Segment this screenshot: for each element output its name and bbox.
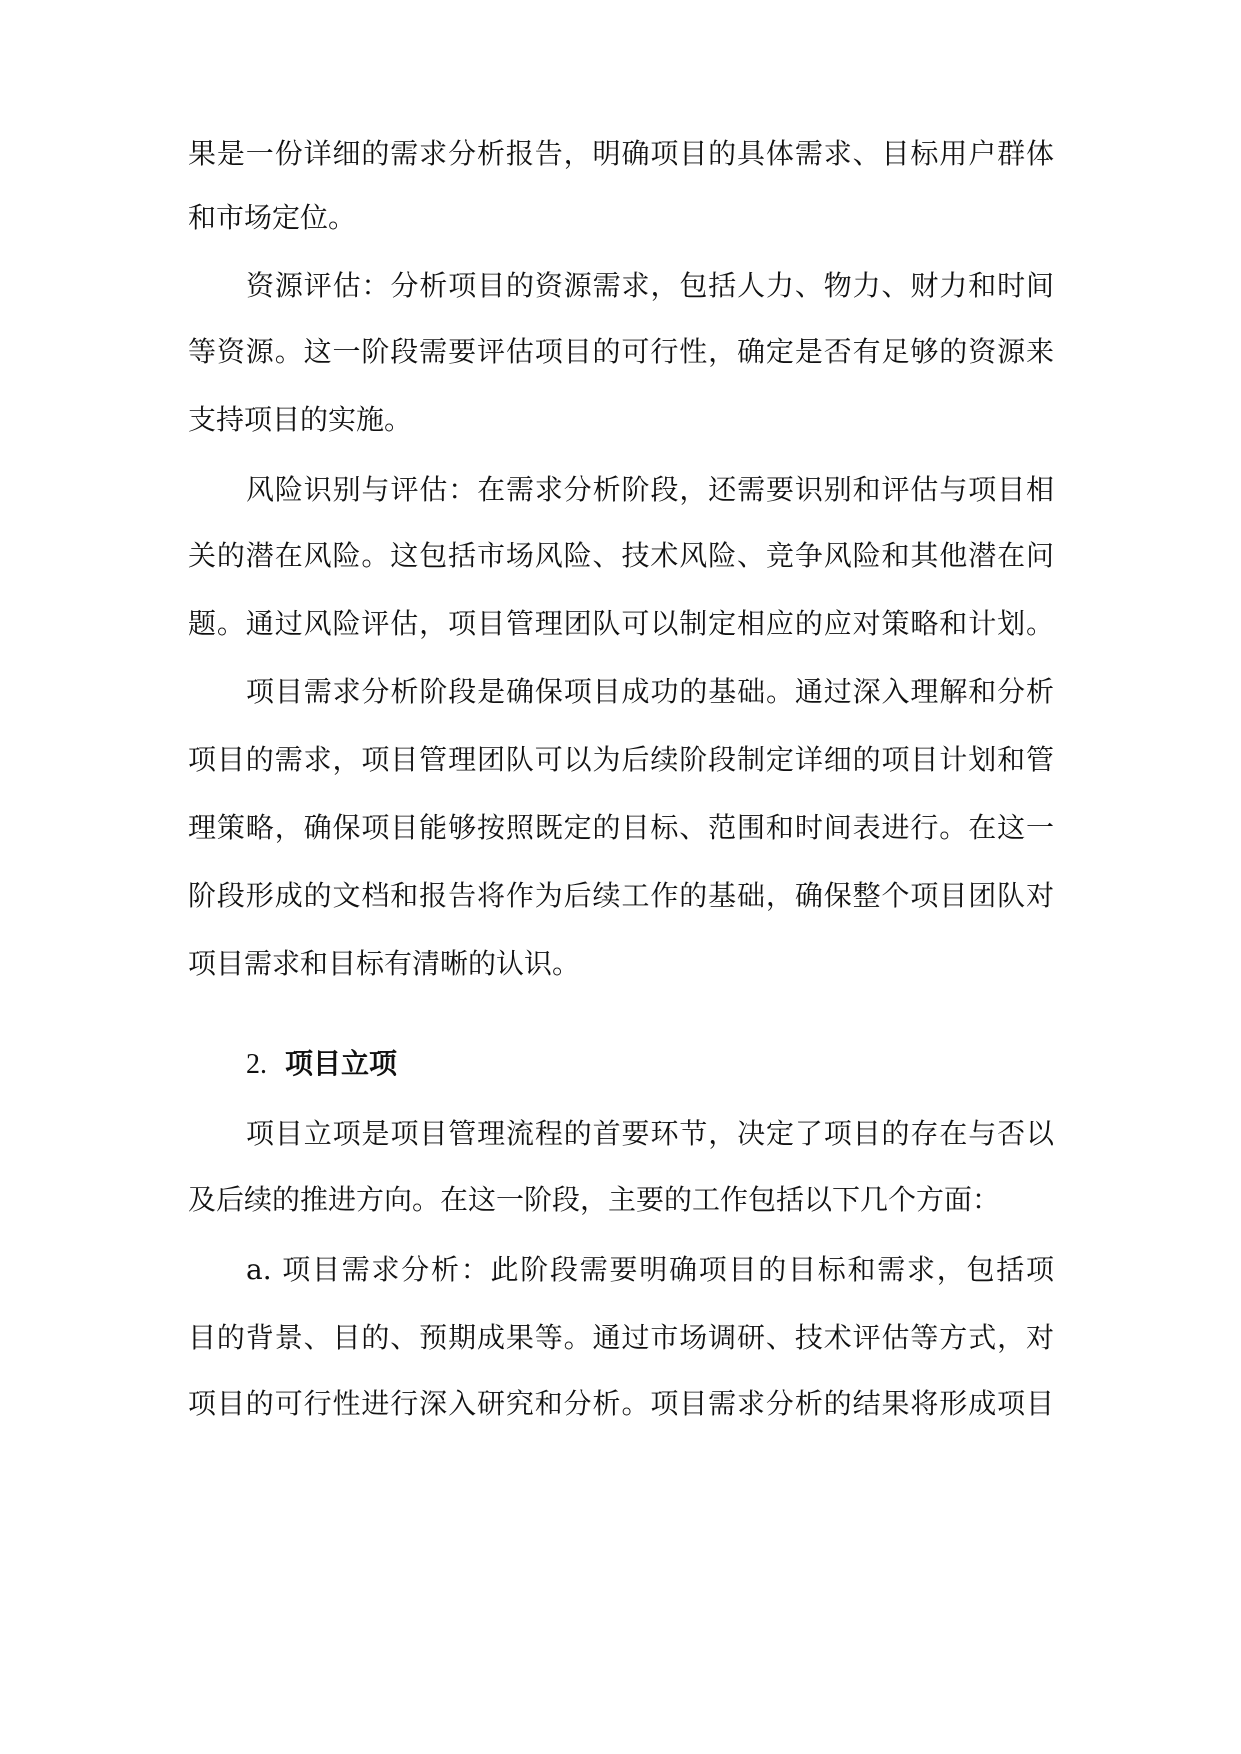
paragraph-line: 阶段形成的文档和报告将作为后续工作的基础，确保整个项目团队对 [188, 879, 1054, 912]
section-heading [246, 1044, 1054, 1085]
paragraph-line: 项目需求分析阶段是确保项目成功的基础。通过深入理解和分析 [246, 675, 1054, 708]
paragraph-line: 项目立项是项目管理流程的首要环节，决定了项目的存在与否以 [246, 1117, 1054, 1150]
paragraph-line: 项目的需求，项目管理团队可以为后续阶段制定详细的项目计划和管 [188, 743, 1054, 776]
paragraph-line: 理策略，确保项目能够按照既定的目标、范围和时间表进行。在这一 [188, 811, 1054, 844]
section-number: 2. [246, 1049, 267, 1080]
paragraph-line: 资源评估：分析项目的资源需求，包括人力、物力、财力和时间 [246, 269, 1054, 302]
paragraph-line: 风险识别与评估：在需求分析阶段，还需要识别和评估与项目相 [246, 473, 1054, 506]
paragraph-line: 关的潜在风险。这包括市场风险、技术风险、竞争风险和其他潜在问 [188, 539, 1054, 572]
paragraph-line: 支持项目的实施。 [188, 403, 413, 436]
section-title: 项目立项 [285, 1047, 398, 1080]
paragraph-line: 及后续的推进方向。在这一阶段，主要的工作包括以下几个方面： [188, 1183, 1001, 1216]
paragraph-line: 果是一份详细的需求分析报告，明确项目的具体需求、目标用户群体 [188, 137, 1054, 170]
paragraph-line: 项目需求和目标有清晰的认识。 [188, 947, 581, 980]
paragraph-line: 等资源。这一阶段需要评估项目的可行性，确定是否有足够的资源来 [188, 335, 1054, 368]
paragraph-line: a. 项目需求分析：此阶段需要明确项目的目标和需求，包括项 [246, 1253, 1054, 1286]
paragraph-line: 和市场定位。 [188, 201, 357, 234]
paragraph-line: 目的背景、目的、预期成果等。通过市场调研、技术评估等方式，对 [188, 1321, 1054, 1354]
paragraph-line: 题。通过风险评估，项目管理团队可以制定相应的应对策略和计划。 [188, 607, 1054, 640]
paragraph-line: 项目的可行性进行深入研究和分析。项目需求分析的结果将形成项目 [188, 1387, 1054, 1420]
